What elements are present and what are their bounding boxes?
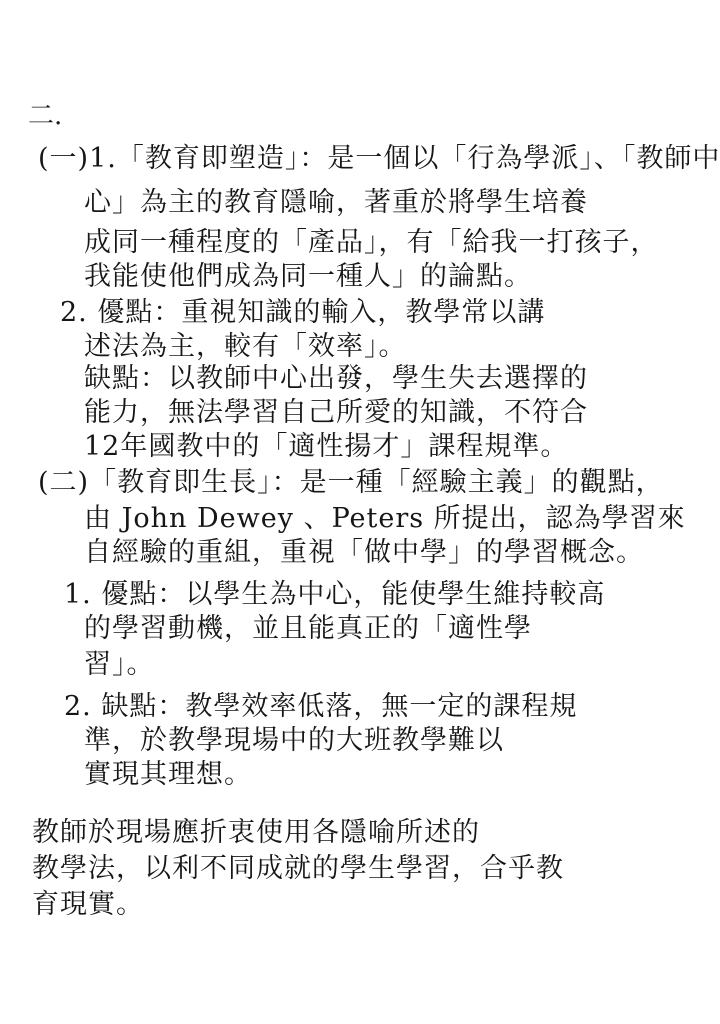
section2-advantage-line2: 的學習動機，並且能真正的「適性學 bbox=[84, 613, 532, 644]
section1-advantage-line2: 述法為主，較有「效率」。 bbox=[84, 331, 407, 362]
section1-line2: 心」為主的教育隱喻，著重於將學生培養 bbox=[84, 187, 588, 218]
section1-disadvantage-line2: 能力，無法學習自己所愛的知識，不符合 bbox=[84, 397, 588, 428]
section2-line2: 由 John Dewey 、Peters 所提出，認為學習來 bbox=[84, 503, 686, 534]
section1-line1: (一)1.「教育即塑造」：是一個以「行為學派」、「教師中 bbox=[38, 143, 720, 174]
section1-line3: 成同一種程度的「產品」，有「給我一打孩子， bbox=[84, 227, 659, 258]
section1-advantage-line1: 2. 優點：重視知識的輸入，教學常以講 bbox=[60, 297, 546, 328]
section2-disadvantage-line3: 實現其理想。 bbox=[84, 759, 252, 790]
section1-line4: 我能使他們成為同一種人」的論點。 bbox=[84, 261, 532, 292]
section1-disadvantage-line1: 缺點：以教師中心出發，學生失去選擇的 bbox=[84, 363, 588, 394]
conclusion-line3: 育現實。 bbox=[32, 889, 144, 920]
section2-line1: (二)「教育即生長」：是一種「經驗主義」的觀點， bbox=[38, 467, 664, 498]
section2-advantage-line1: 1. 優點：以學生為中心，能使學生維持較高 bbox=[64, 579, 606, 610]
section2-disadvantage-line1: 2. 缺點：教學效率低落，無一定的課程規 bbox=[64, 691, 578, 722]
conclusion-line1: 教師於現場應折衷使用各隱喻所述的 bbox=[32, 817, 480, 848]
section2-disadvantage-line2: 準，於教學現場中的大班教學難以 bbox=[84, 725, 504, 756]
section1-disadvantage-line3: 12年國教中的「適性揚才」課程規準。 bbox=[84, 431, 569, 462]
section2-advantage-line3: 習」。 bbox=[84, 649, 155, 680]
question-number-heading: 二. bbox=[28, 101, 63, 131]
section2-line3: 自經驗的重組，重視「做中學」的學習概念。 bbox=[84, 537, 644, 568]
conclusion-line2: 教學法，以利不同成就的學生學習，合乎教 bbox=[32, 853, 564, 884]
